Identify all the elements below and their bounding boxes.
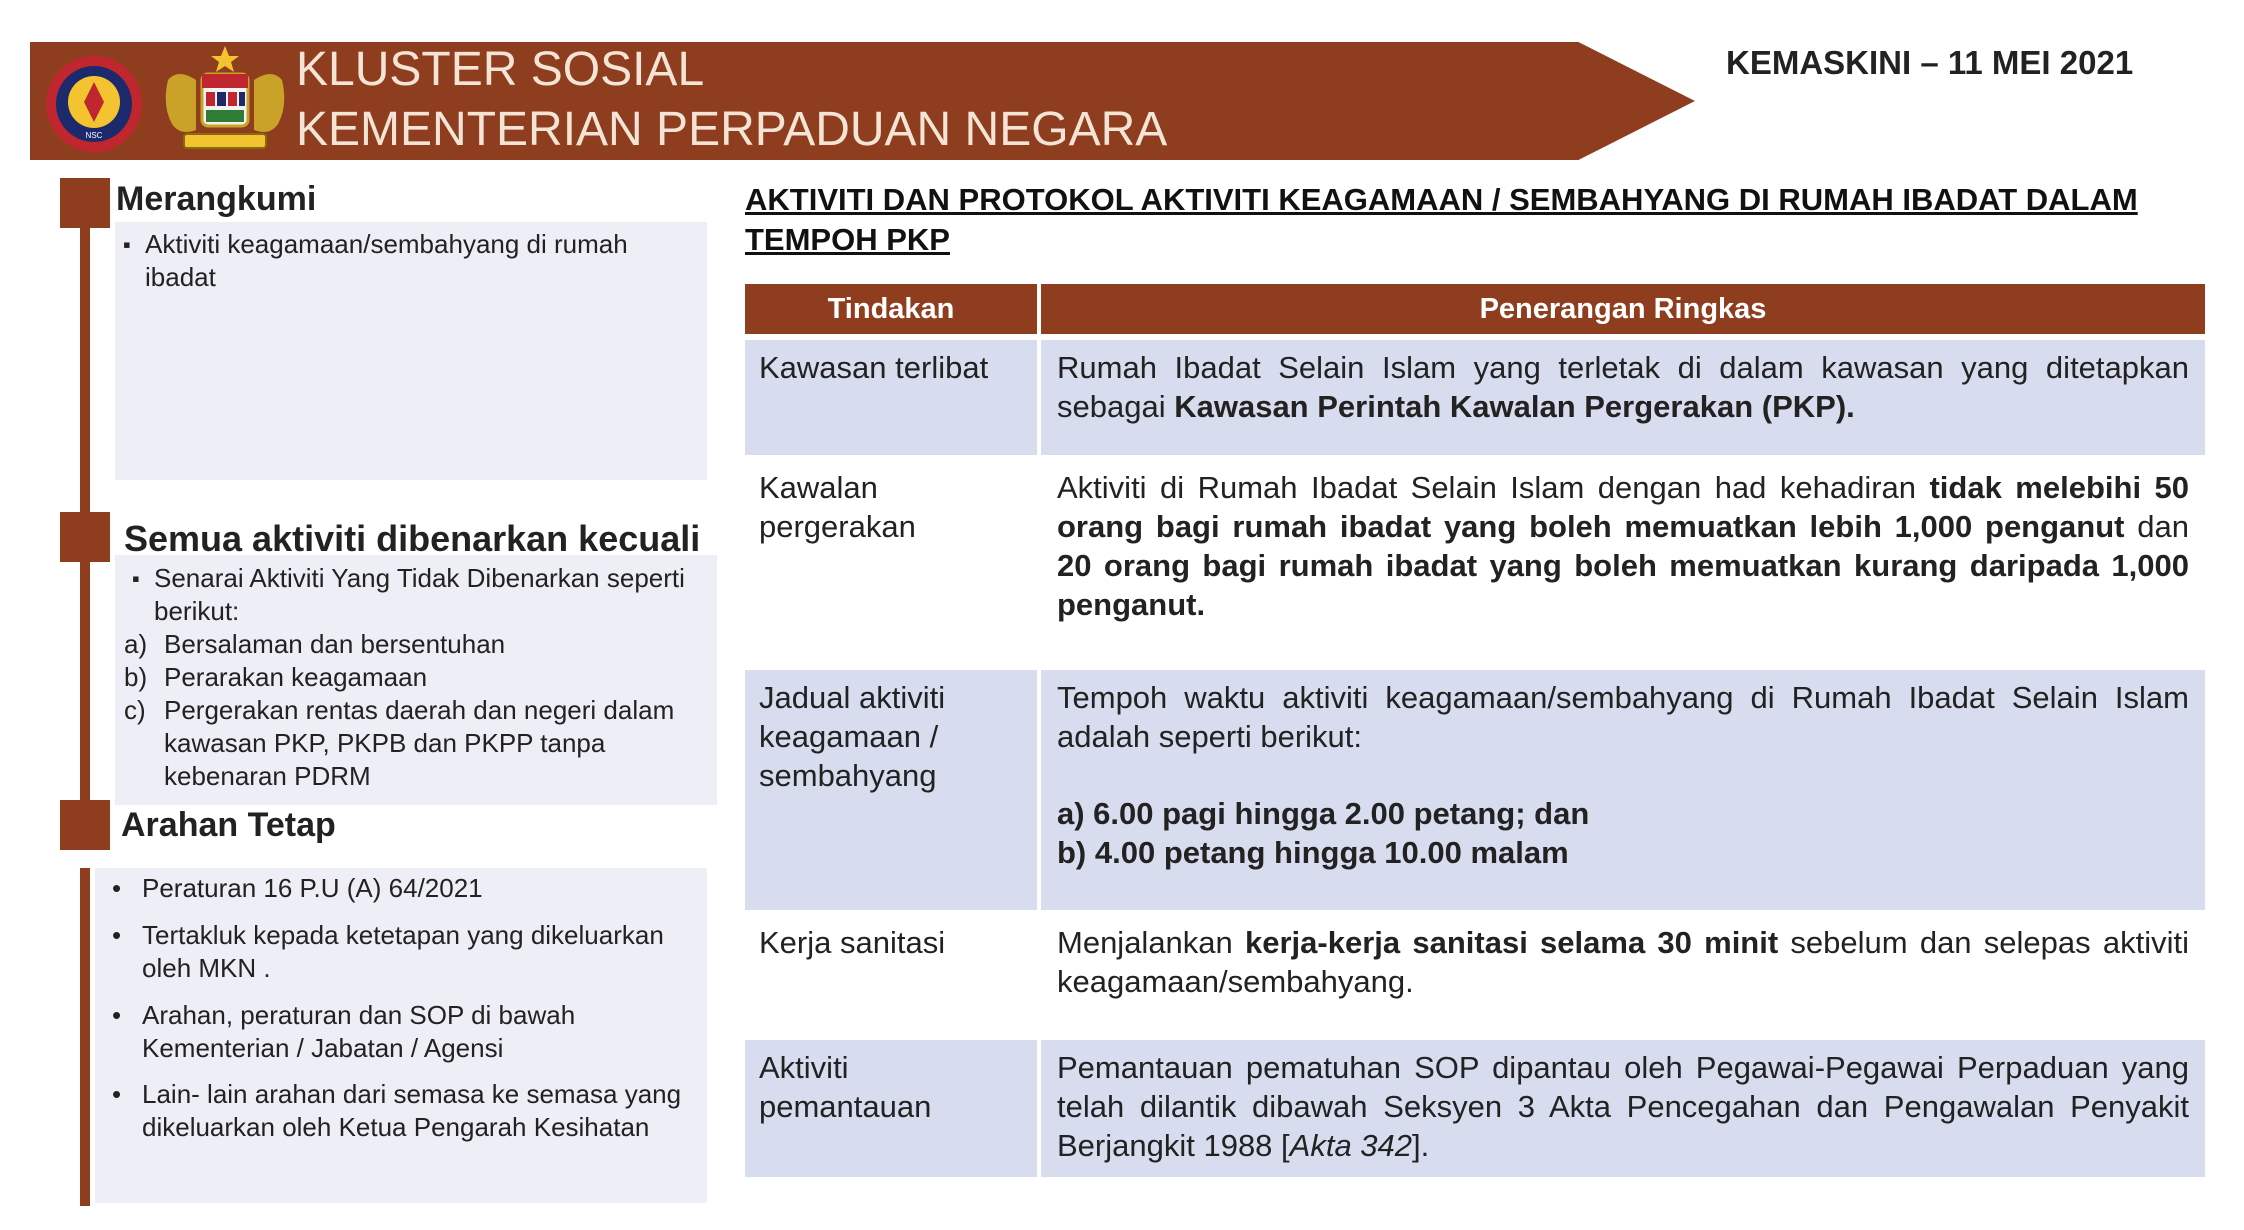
left-timeline-line-2 bbox=[80, 540, 90, 800]
list-item: • Peraturan 16 P.U (A) 64/2021 bbox=[142, 872, 702, 905]
text-segment: Menjalankan bbox=[1057, 925, 1246, 960]
list-item: • Arahan, peraturan dan SOP di bawah Kementerian / Jabatan / Agensi bbox=[142, 999, 702, 1065]
svg-text:NSC: NSC bbox=[85, 131, 103, 140]
page-title: AKTIVITI DAN PROTOKOL AKTIVITI KEAGAMAAN / SEMBAHYANG DI RUMAH IBADAT DALAM TEMPOH PKP bbox=[745, 182, 2138, 257]
text-segment: Aktiviti di Rumah Ibadat Selain Islam dengan had kehadiran bbox=[1057, 470, 1930, 505]
table-cell-action: Kawalan pergerakan bbox=[745, 460, 1037, 665]
table-cell-action: Kerja sanitasi bbox=[745, 915, 1037, 1035]
bold-segment: b) 4.00 petang hingga 10.00 malam bbox=[1057, 835, 1569, 870]
text-segment: Rumah Ibadat Selain Islam yang terletak di dalam kawasan yang ditetapkan sebagai bbox=[1057, 350, 2189, 424]
list-letter: c) bbox=[124, 695, 146, 725]
list-text: Perarakan keagamaan bbox=[164, 662, 428, 692]
allowed-intro: ▪ Senarai Aktiviti Yang Tidak Dibenarkan seperti berikut: bbox=[154, 562, 714, 628]
list-item bbox=[124, 661, 714, 694]
coat-of-arms-icon bbox=[150, 40, 300, 158]
table-cell-action: Jadual aktiviti keagamaan / sembahyang bbox=[745, 670, 1037, 910]
nsc-logo bbox=[44, 54, 144, 154]
table-cell-description bbox=[1041, 1040, 2205, 1177]
list-item bbox=[124, 694, 719, 793]
table-cell-description bbox=[1041, 340, 2205, 455]
table-cell-action: Kawasan terlibat bbox=[745, 340, 1037, 455]
bold-segment: 20 orang bagi rumah ibadat yang boleh memuatkan kurang daripada 1,000 penganut. bbox=[1057, 548, 2189, 622]
allowed-title: Semua aktiviti dibenarkan kecuali bbox=[124, 518, 701, 559]
text-segment: sebelum dan selepas aktiviti keagamaan/sembahyang. bbox=[1057, 925, 2189, 999]
list-letter: b) bbox=[124, 662, 148, 692]
list-letter: a) bbox=[124, 629, 148, 659]
list-text: Bersalaman dan bersentuhan bbox=[164, 629, 506, 659]
text-segment: Pemantauan pematuhan SOP dipantau oleh Pegawai-Pegawai Perpaduan yang telah dilantik dibawah Seksyen 3 Akta Pencegahan dan Pengawalan Penyakit Berjangkit 1988 [ bbox=[1057, 1050, 2189, 1163]
table-cell-description bbox=[1041, 915, 2205, 1035]
update-date: KEMASKINI – 11 MEI 2021 bbox=[1726, 44, 2134, 81]
left-timeline-line-1 bbox=[80, 190, 90, 540]
list-item: • Lain- lain arahan dari semasa ke semasa yang dikeluarkan oleh Ketua Pengarah Kesihatan bbox=[142, 1078, 702, 1144]
banner-title bbox=[296, 40, 1167, 160]
list-text: Pergerakan rentas daerah dan negeri dalam kawasan PKP, PKPB dan PKPP tanpa kebenaran PDRM bbox=[164, 695, 675, 791]
text-segment: ]. bbox=[1412, 1128, 1430, 1163]
bold-segment: Kawasan Perintah Kawalan Pergerakan (PKP). bbox=[1174, 389, 1855, 424]
bold-segment: a) 6.00 pagi hingga 2.00 petang; dan bbox=[1057, 796, 1590, 831]
banner-title-line2: KEMENTERIAN PERPADUAN NEGARA bbox=[296, 103, 1168, 156]
list-item: • Tertakluk kepada ketetapan yang dikeluarkan oleh MKN . bbox=[142, 919, 702, 985]
bold-segment: kerja-kerja sanitasi selama 30 minit bbox=[1245, 925, 1779, 960]
banner-title-line1: KLUSTER SOSIAL bbox=[296, 43, 705, 96]
summary-title: Merangkumi bbox=[116, 180, 317, 218]
italic-segment: Akta 342 bbox=[1289, 1128, 1413, 1163]
list-item bbox=[124, 628, 714, 661]
table-header-action: Tindakan bbox=[745, 284, 1037, 334]
text-segment: Tempoh waktu aktiviti keagamaan/sembahyang di Rumah Ibadat Selain Islam adalah seperti berikut: bbox=[1057, 680, 2189, 754]
table-header-description: Penerangan Ringkas bbox=[1041, 284, 2205, 334]
section-marker-2 bbox=[60, 512, 110, 562]
left-timeline-line-3 bbox=[80, 868, 90, 1206]
table-cell-description bbox=[1041, 460, 2205, 665]
table-cell-action: Aktiviti pemantauan bbox=[745, 1040, 1037, 1177]
standing-orders-title: Arahan Tetap bbox=[121, 806, 336, 844]
section-marker-1 bbox=[60, 178, 110, 228]
bold-segment: tidak melebihi 50 orang bagi rumah ibadat yang boleh memuatkan lebih 1,000 penganut bbox=[1057, 470, 2189, 544]
summary-item: ▪ Aktiviti keagamaan/sembahyang di rumah ibadat bbox=[145, 228, 685, 294]
section-marker-3 bbox=[60, 800, 110, 850]
table-cell-description bbox=[1041, 670, 2205, 910]
text-segment: dan bbox=[2124, 509, 2189, 544]
